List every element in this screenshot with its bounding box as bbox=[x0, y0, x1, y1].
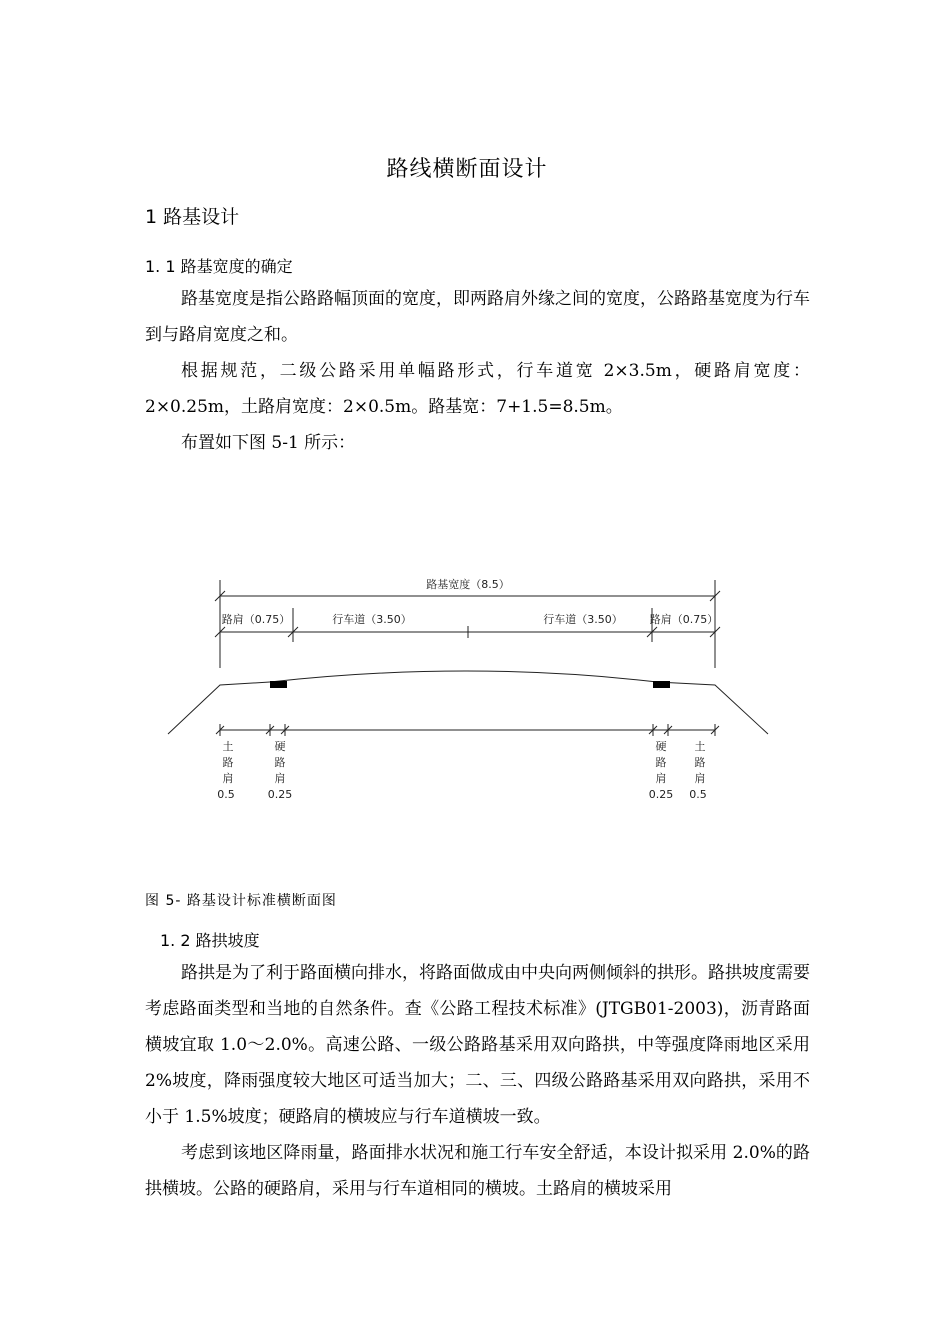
cross-section-figure bbox=[160, 570, 780, 810]
soil-shoulder-right-char1: 土 bbox=[694, 740, 706, 753]
paragraph-crown-slope: 路拱是为了利于路面横向排水，将路面做成由中央向两侧倾斜的拱形。路拱坡度需要考虑路面类型和当地的自然条件。查《公路工程技术标准》(JTGB01-2003)，沥青路面横坡宜取 1.0～2.0%。高速公路、一级公路路基采用双向路拱，中等强度降雨地区采用 2%坡度，降雨强度较大地区可适当加大；二、三、四级公路路基采用双向路拱，采用不小于 1.5%坡度；硬路肩的横坡应与行车道横坡一致。 bbox=[145, 963, 810, 1127]
hard-shoulder-right-char2: 路 bbox=[655, 756, 667, 769]
hard-shoulder-left bbox=[270, 681, 287, 688]
page-title: 路线横断面设计 bbox=[386, 157, 548, 182]
lane-left-label: 行车道（3.50） bbox=[332, 613, 412, 626]
hard-shoulder-left-char3: 肩 bbox=[274, 772, 286, 785]
hard-shoulder-left-char1: 硬 bbox=[274, 740, 286, 753]
hard-shoulder-right-char3: 肩 bbox=[655, 772, 667, 785]
subsection-heading-1-1: 1. 1 路基宽度的确定 bbox=[145, 257, 293, 276]
paragraph-specification: 根据规范，二级公路采用单幅路形式，行车道宽 2×3.5m，硬路肩宽度：2×0.25m，土路肩宽度：2×0.5m。路基宽：7+1.5=8.5m。 bbox=[145, 361, 810, 417]
soil-shoulder-left-char1: 土 bbox=[222, 740, 234, 753]
hard-shoulder-left-width: 0.25 bbox=[267, 788, 293, 801]
shoulder-right-label: 路肩（0.75） bbox=[649, 613, 719, 626]
lane-right-label: 行车道（3.50） bbox=[543, 613, 623, 626]
soil-shoulder-left-char2: 路 bbox=[222, 756, 234, 769]
paragraph-layout-intro: 布置如下图 5-1 所示： bbox=[181, 433, 356, 453]
section-heading-1: 1 路基设计 bbox=[145, 206, 240, 228]
hard-shoulder-right bbox=[653, 681, 670, 688]
soil-shoulder-right-char3: 肩 bbox=[694, 772, 706, 785]
paragraph-subgrade-width: 路基宽度是指公路路幅顶面的宽度，即两路肩外缘之间的宽度，公路路基宽度为行车到与路肩宽度之和。 bbox=[145, 289, 810, 345]
hard-shoulder-right-char1: 硬 bbox=[655, 740, 667, 753]
shoulder-left-label: 路肩（0.75） bbox=[221, 613, 291, 626]
soil-shoulder-left-char3: 肩 bbox=[222, 772, 234, 785]
soil-shoulder-right-width: 0.5 bbox=[689, 788, 707, 801]
hard-shoulder-left-char2: 路 bbox=[274, 756, 286, 769]
soil-shoulder-left-width: 0.5 bbox=[217, 788, 235, 801]
paragraph-design-choice: 考虑到该地区降雨量，路面排水状况和施工行车安全舒适，本设计拟采用 2.0%的路拱横坡。公路的硬路肩，采用与行车道相同的横坡。土路肩的横坡采用 bbox=[145, 1143, 810, 1199]
total-width-label: 路基宽度（8.5） bbox=[426, 578, 510, 591]
figure-caption: 图 5- 路基设计标准横断面图 bbox=[145, 893, 337, 909]
hard-shoulder-right-width: 0.25 bbox=[648, 788, 674, 801]
subsection-heading-1-2: 1. 2 路拱坡度 bbox=[160, 931, 260, 950]
soil-shoulder-right-char2: 路 bbox=[694, 756, 706, 769]
